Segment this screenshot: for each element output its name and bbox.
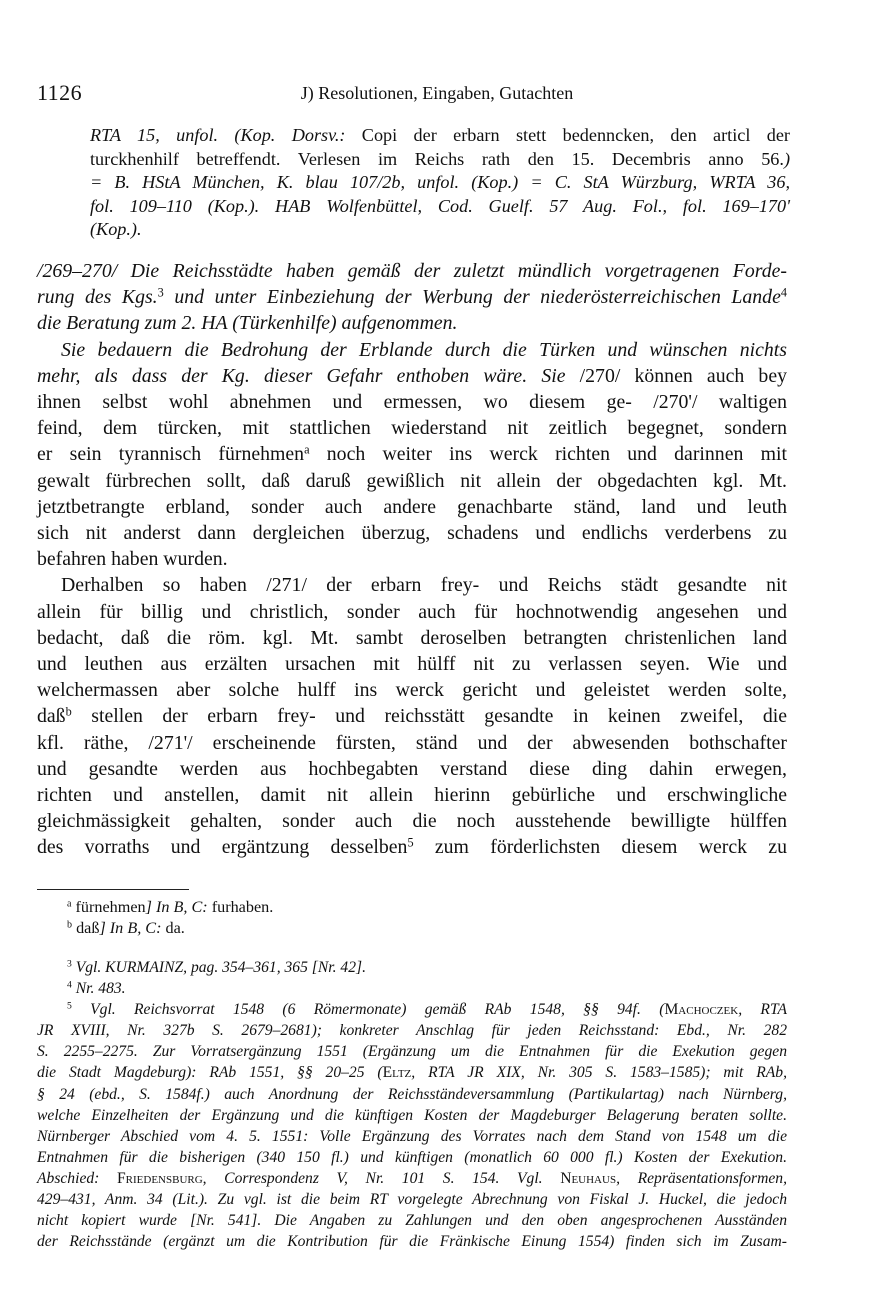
- commentary-line: § 24 (ebd., S. 1584f.) auch Anordnung der Reichsständeversammlung (Partikulartag) nach Nürnberg,: [37, 1085, 787, 1103]
- source-line: (Kop.).: [90, 219, 142, 239]
- body-line: ihnen selbst wohl abnehmen und ermessen, wo diesem ge- /270'/ waltigen: [37, 391, 787, 414]
- commentary-line: Entnahmen für die bisherigen (340 150 fl.) und künftigen (monatlich 60 000 fl.) Kosten der Exekution.: [37, 1148, 787, 1166]
- body-line: Sie bedauern die Bedrohung der Erblande durch die Türken und wünschen nichts: [61, 338, 787, 361]
- body-line: befahren haben wurden.: [37, 548, 228, 571]
- body-line: feind, dem türcken, mit stattlichen wiederstand nit zeitlich begegnet, sondern: [37, 417, 787, 440]
- source-note: [90, 124, 790, 242]
- body-line: richten und anstellen, damit nit allein hierinn gebürliche und erschwingliche: [37, 784, 787, 807]
- commentary-line: die Stadt Magdeburg): RAb 1551, §§ 20–25 (Eltz, RTA JR XIX, Nr. 305 S. 1583–1585); mit RAb,: [37, 1064, 787, 1082]
- body-line: rung des Kgs.$^3$ und unter Einbeziehung der Werbung der niederösterreichischen Lande$^4$: [37, 285, 787, 309]
- body-line: er sein tyrannisch fürnehmen$^a$ noch weiter ins werck richten und darinnen mit: [37, 442, 787, 466]
- text-note: $^b$ daß] In B, C: da.: [67, 919, 185, 938]
- body-line: sich nit anderst dann dergleichen überzug, schadens und endlichs verderbens zu: [37, 522, 787, 545]
- body-line: des vorraths und ergäntzung desselben$^5$ zum förderlichsten diesem werck zu: [37, 835, 787, 859]
- source-line: fol. 109–110 (Kop.). HAB Wolfenbüttel, Cod. Guelf. 57 Aug. Fol., fol. 169–170': [90, 195, 790, 216]
- commentary-note: $^5$ Vgl. Reichsvorrat 1548 (6 Römermonate) gemäß RAb 1548, §§ 94f. (Machoczek, RTA: [67, 1000, 787, 1019]
- commentary-note: $^3$ Vgl. KURMAINZ, pag. 354–361, 365 [Nr. 42].: [67, 958, 366, 976]
- body-line: mehr, als dass der Kg. dieser Gefahr enthoben wäre. Sie /270/ können auch bey: [37, 364, 787, 387]
- commentary-line: Nürnberger Abschied vom 4. 5. 1551: Volle Ergänzung des Vorrates nach dem Stand von 1548 um die: [37, 1127, 787, 1145]
- body-line: welchermassen aber solche hulff ins werck gericht und geleistet werden solte,: [37, 679, 787, 702]
- commentary-line: der Reichsstände (ergänzt um die Kontribution für die Fränkische Einung 1554) finden sich im Zusam-: [37, 1233, 787, 1251]
- source-line: turckhenhilf betreffendt. Verlesen im Reichs rath den 15. Decembris anno 56.): [90, 148, 790, 169]
- body-line: und gesandte werden aus hochbegabten verstand diese ding dahin erwegen,: [37, 757, 787, 780]
- body-line: kfl. räthe, /271'/ erscheinende fürsten, ständ und der abwesenden bothschafter: [37, 731, 787, 754]
- commentary-line: S. 2255–2275. Zur Vorratsergänzung 1551 (Ergänzung um die Entnahmen für die Exekution gegen: [37, 1043, 787, 1061]
- body-line: gewalt fürbrechen sollt, daß daruß gewißlich nit allein der obgedachten kgl. Mt.: [37, 469, 787, 492]
- running-head: J) Resolutionen, Eingaben, Gutachten: [300, 83, 574, 103]
- commentary-line: welche Einzelheiten der Ergänzung und die künftigen Kosten der Magdeburger Belagerung beraten sollte.: [37, 1106, 787, 1124]
- body-line: jetztbetrangte erbland, sonder auch andere genachbarte ständ, land und leuth: [37, 495, 787, 518]
- text-note: $^a$ fürnehmen] In B, C: furhaben.: [67, 898, 274, 916]
- commentary-line: 429–431, Anm. 34 (Lit.). Zu vgl. ist die beim RT vorgelegte Abrechnung von Fiskal J. Huckel, die jedoch: [37, 1191, 787, 1209]
- source-line: = B. HStA München, K. blau 107/2b, unfol. (Kop.) = C. StA Würzburg, WRTA 36,: [90, 172, 790, 192]
- body-line: gleichmässigkeit gehalten, sonder auch die noch ausstehende bewilligte hülffen: [37, 810, 787, 833]
- commentary-line: JR XVIII, Nr. 327b S. 2679–2681); konkreter Anschlag für jeden Reichsstand: Ebd., Nr. 282: [37, 1022, 787, 1040]
- body-line: daß$^b$ stellen der erbarn frey- und reichsstätt gesandte in keinen zweifel, die: [37, 704, 787, 728]
- commentary-note: $^4$ Nr. 483.: [67, 979, 126, 998]
- body-line: die Beratung zum 2. HA (Türkenhilfe) aufgenommen.: [37, 312, 458, 335]
- page-number: 1126: [37, 80, 83, 105]
- body-line: und leuthen aus erzälten ursachen mit hülff nit zu verlassen seyen. Wie und: [37, 653, 787, 676]
- body-text: [37, 258, 787, 861]
- body-line: /269–270/ Die Reichsstädte haben gemäß der zuletzt mündlich vorgetragenen Forde-: [37, 260, 787, 282]
- body-line: Derhalben so haben /271/ der erbarn frey- und Reichs städt gesandte nit: [61, 574, 787, 597]
- page-header: [37, 80, 837, 108]
- body-line: allein für billig und christlich, sonder auch für hochnotwendig angesehen und: [37, 600, 787, 623]
- source-line: RTA 15, unfol. (Kop. Dorsv.: Copi der erbarn stett bedenncken, den articl der: [90, 125, 790, 145]
- commentary-line: nicht kopiert wurde [Nr. 541]. Die Angaben zu Zahlungen und den oben angesprochenen Ausständen: [37, 1212, 787, 1230]
- commentary-line: Abschied: Friedensburg, Correspondenz V, Nr. 101 S. 154. Vgl. Neuhaus, Repräsentationsformen,: [37, 1169, 788, 1187]
- footnote-rule: [37, 889, 189, 890]
- body-line: bedacht, daß die röm. kgl. Mt. sambt deroselben betrangten christenlichen land: [37, 626, 787, 649]
- commentary-notes: [37, 957, 787, 1252]
- text-notes: [37, 897, 787, 940]
